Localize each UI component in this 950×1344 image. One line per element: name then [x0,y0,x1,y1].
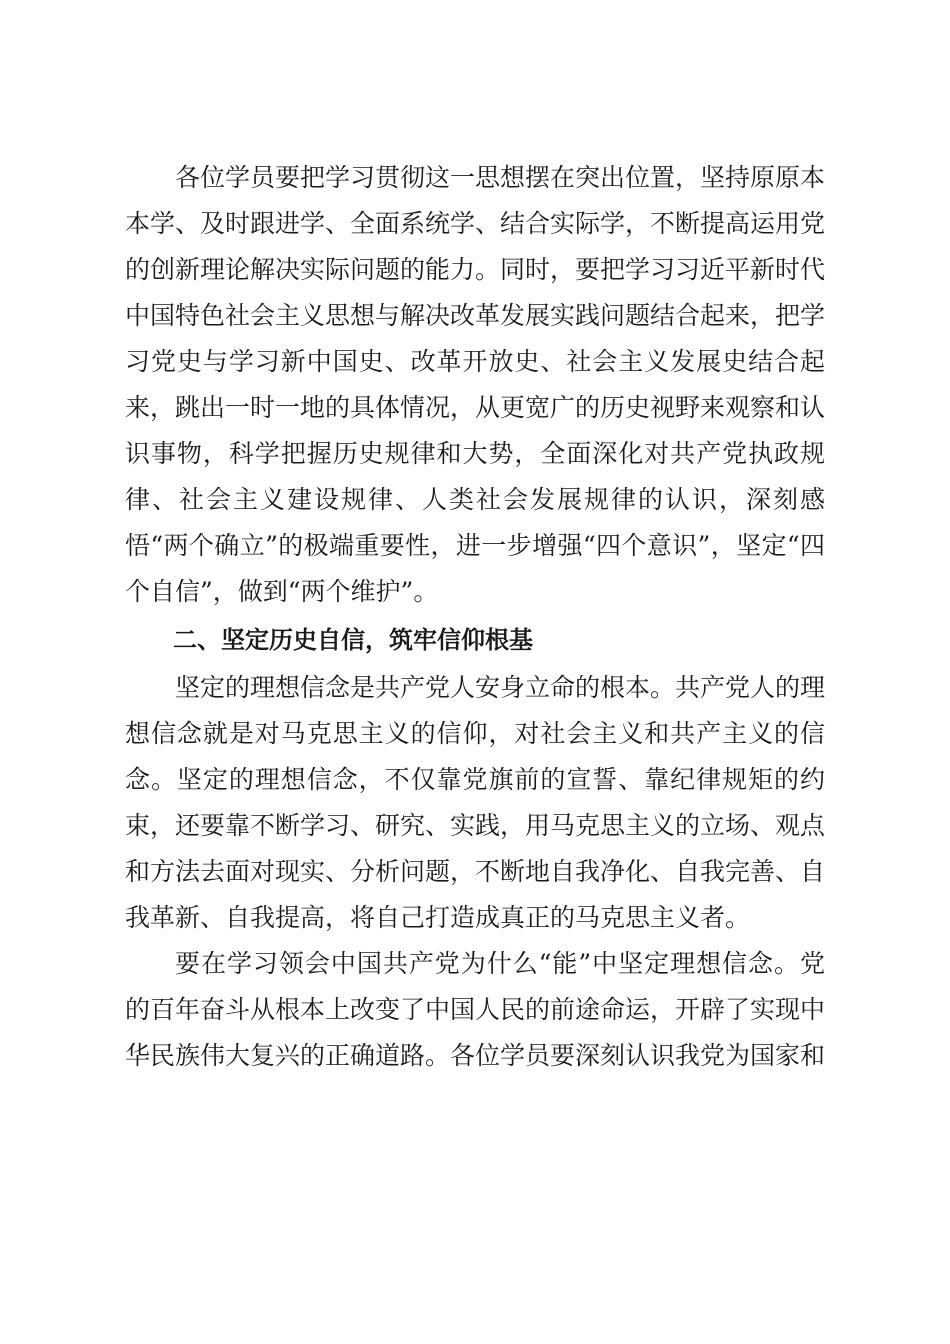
paragraph-why-party-can: 要在学习领会中国共产党为什么“能”中坚定理想信念。党的百年奋斗从根本上改变了中国人民的前途命运，开辟了实现中华民族伟大复兴的正确道路。各位学员要深刻认识我党为国家和 [125,949,826,1070]
paragraph-ideals-beliefs: 坚定的理想信念是共产党人安身立命的根本。共产党人的理想信念就是对马克思主义的信仰，对社会主义和共产主义的信念。坚定的理想信念，不仅靠党旗前的宣誓、靠纪律规矩的约束，还要靠不断学习、研究、实践，用马克思主义的立场、观点和方法去面对现实、分析问题，不断地自我净化、自我完善、自我革新、自我提高，将自己打造成真正的马克思主义者。 [125,673,826,932]
document-body [125,155,825,1079]
paragraph-study-thought: 各位学员要把学习贯彻这一思想摆在突出位置，坚持原原本本学、及时跟进学、全面系统学、结合实际学，不断提高运用党的创新理论解决实际问题的能力。同时，要把学习习近平新时代中国特色社会主义思想与解决改革发展实践问题结合起来，把学习党史与学习新中国史、改革开放史、社会主义发展史结合起来，跳出一时一地的具体情况，从更宽广的历史视野来观察和认识事物，科学把握历史规律和大势，全面深化对共产党执政规律、社会主义建设规律、人类社会发展规律的认识，深刻感悟“两个确立”的极端重要性，进一步增强“四个意识”，坚定“四个自信”，做到“两个维护”。 [125,163,826,606]
section-heading-historical-confidence: 二、坚定历史自信，筑牢信仰根基 [173,626,533,654]
